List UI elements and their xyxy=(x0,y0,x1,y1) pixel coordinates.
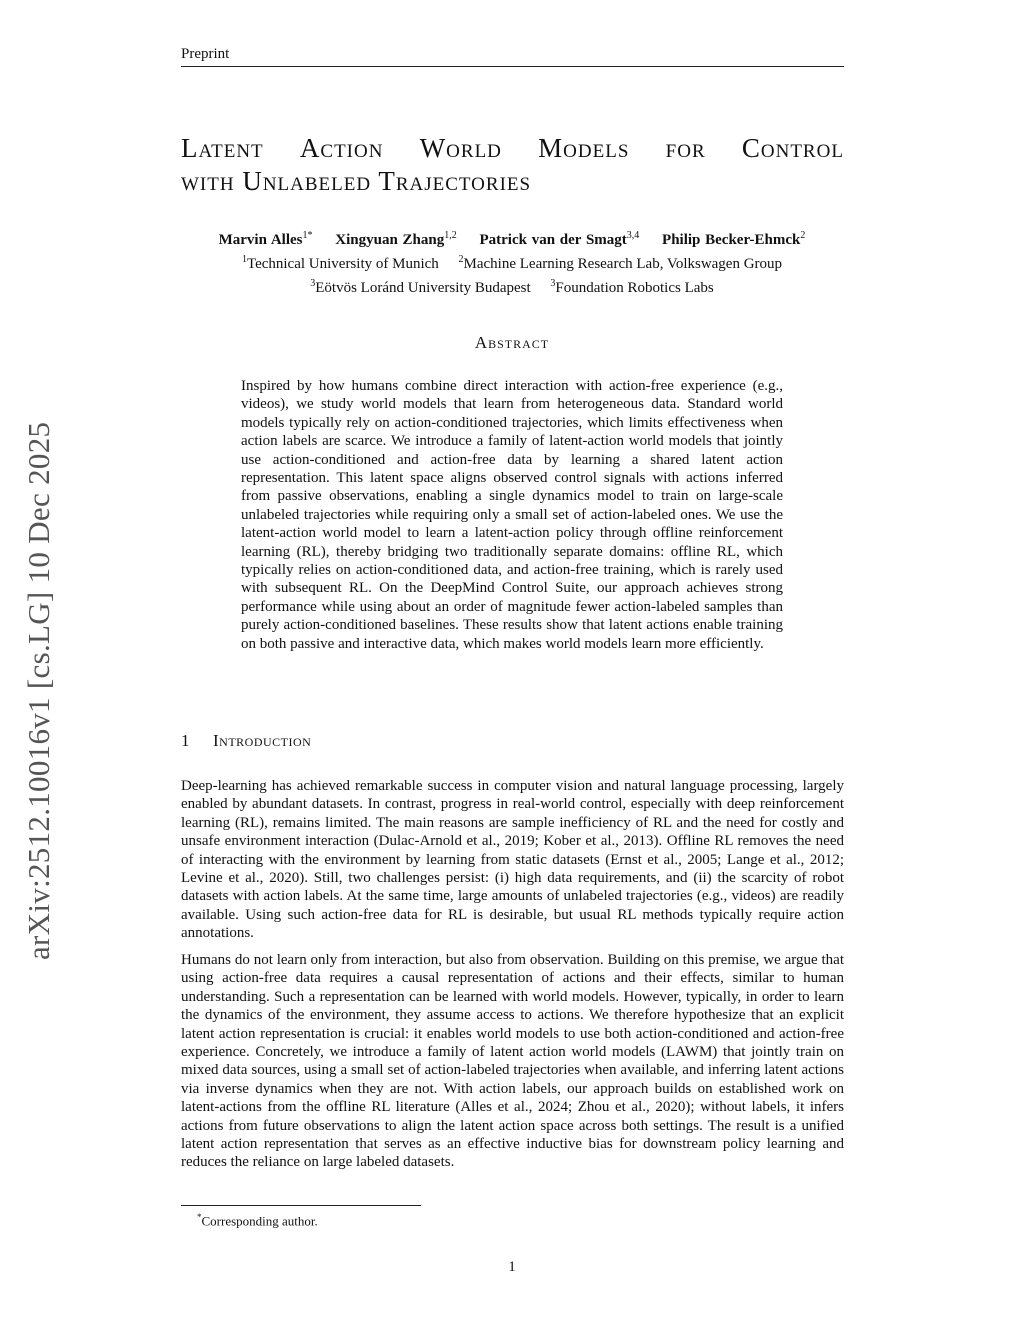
footnote-divider xyxy=(181,1205,421,1206)
title-word: World xyxy=(419,133,502,163)
affiliations-row-2 xyxy=(150,274,874,298)
author-affiliation-mark: 1* xyxy=(302,230,313,241)
body-paragraph: Deep-learning has achieved remarkable success in computer vision and natural language processing, largely enabled by abundant datasets. In contrast, progress in real-world control, especially with deep reinforcement learning (RL), remains limited. The main reasons are sample inefficiency of RL and the need for costly and unsafe environment interaction (Dulac-Arnold et al., 2019; Kober et al., 2013). Offline RL removes the need of interacting with the environment by learning from static datasets (Ernst et al., 2005; Lange et al., 2012; Levine et al., 2020). Still, two challenges persist: (i) high data requirements, and (ii) the scarcity of robot datasets with action labels. At the same time, large amounts of unlabeled trajectories (e.g., videos) are readily available. Using such action-free data for RL is desirable, but usual RL methods typically require action annotations. xyxy=(181,778,844,942)
arxiv-stamp: arXiv:2512.10016v1 [cs.LG] 10 Dec 2025 xyxy=(21,421,56,960)
affiliation-text: Machine Learning Research Lab, Volkswagen Group xyxy=(463,256,783,272)
paper-title xyxy=(181,132,844,198)
title-word: for xyxy=(665,133,706,163)
author xyxy=(335,232,456,248)
author-affiliation-mark: 2 xyxy=(800,230,806,241)
title-word: Models xyxy=(538,133,630,163)
title-word: Latent xyxy=(181,133,264,163)
title-word: Control xyxy=(741,133,844,163)
title-line-1 xyxy=(181,132,844,165)
footnote-mark: * xyxy=(197,1212,202,1222)
affiliation-mark: 1 xyxy=(241,254,247,265)
author-name: Philip Becker-Ehmck xyxy=(662,232,801,248)
affiliation-mark: 3 xyxy=(550,278,556,289)
affiliation xyxy=(242,256,439,272)
author xyxy=(662,232,805,248)
body-paragraph: Humans do not learn only from interaction, but also from observation. Building on this premise, we argue that using action-free data requires a causal representation of actions and their effects, similar to human understanding. Such a representation can be learned with world models. However, typically, in order to learn the dynamics of the environment, they assume access to actions. We therefore hypothesize that an explicit latent action representation is crucial: it enables world models to use both action-conditioned and action-free experience. Concretely, we introduce a family of latent action world models (LAWM) that jointly train on mixed data sources, using a small set of action-labeled trajectories when available, and inferring latent actions via inverse dynamics when they are not. With action labels, our approach builds on established work on latent-actions from the offline RL literature (Alles et al., 2024; Zhou et al., 2020); without labels, it infers actions from future observations to align the latent action space across both settings. The result is a unified latent action representation that serves as an effective inductive bias for downstream policy learning and reduces the reliance on large labeled datasets. xyxy=(181,952,844,1171)
author xyxy=(479,232,639,248)
affiliation xyxy=(550,280,713,296)
affiliation-text: Technical University of Munich xyxy=(246,256,439,272)
section-heading xyxy=(181,731,844,751)
affiliation xyxy=(459,256,783,272)
author-block xyxy=(150,226,874,298)
abstract-text: Inspired by how humans combine direct interaction with action-free experience (e.g., videos), we study world models that learn from heterogeneous data. Standard world models typically rely on action-conditioned trajectories, which limits effectiveness when action labels are scarce. We introduce a family of latent-action world models that jointly use action-conditioned and action-free data by learning a shared latent action representation. This latent space aligns observed control signals with actions inferred from passive observations, enabling a single dynamics model to train on large-scale unlabeled trajectories while requiring only a small set of action-labeled ones. We use the latent-action world model to learn a latent-action policy through offline reinforcement learning (RL), thereby bridging two traditionally separate domains: offline RL, which typically relies on action-conditioned data, and action-free training, which is rarely used with subsequent RL. On the DeepMind Control Suite, our approach achieves strong performance while using about an order of magnitude fewer action-labeled samples than purely action-conditioned baselines. These results show that latent actions enable training on both passive and interactive data, which makes world models learn more efficiently. xyxy=(241,378,783,652)
affiliation-mark: 3 xyxy=(310,278,316,289)
page-number: 1 xyxy=(508,1259,516,1275)
affiliations-row-1 xyxy=(150,250,874,274)
author-affiliation-mark: 3,4 xyxy=(626,230,640,241)
affiliation xyxy=(310,280,530,296)
footnote xyxy=(197,1209,318,1229)
title-word: Action xyxy=(299,133,384,163)
section-title: Introduction xyxy=(213,731,312,750)
running-header: Preprint xyxy=(181,44,844,67)
author-name: Marvin Alles xyxy=(218,232,303,248)
title-line-2: with Unlabeled Trajectories xyxy=(181,166,532,196)
author xyxy=(219,232,313,248)
section-number: 1 xyxy=(181,731,190,750)
author-names xyxy=(150,226,874,250)
footnote-text: Corresponding author. xyxy=(201,1213,318,1229)
affiliation-text: Eötvös Loránd University Budapest xyxy=(315,280,531,296)
author-name: Xingyuan Zhang xyxy=(335,232,445,248)
author-affiliation-mark: 1,2 xyxy=(444,230,457,241)
abstract-heading: Abstract xyxy=(474,333,550,352)
affiliation-mark: 2 xyxy=(458,254,464,265)
affiliation-text: Foundation Robotics Labs xyxy=(555,280,714,296)
author-name: Patrick van der Smagt xyxy=(479,232,627,248)
